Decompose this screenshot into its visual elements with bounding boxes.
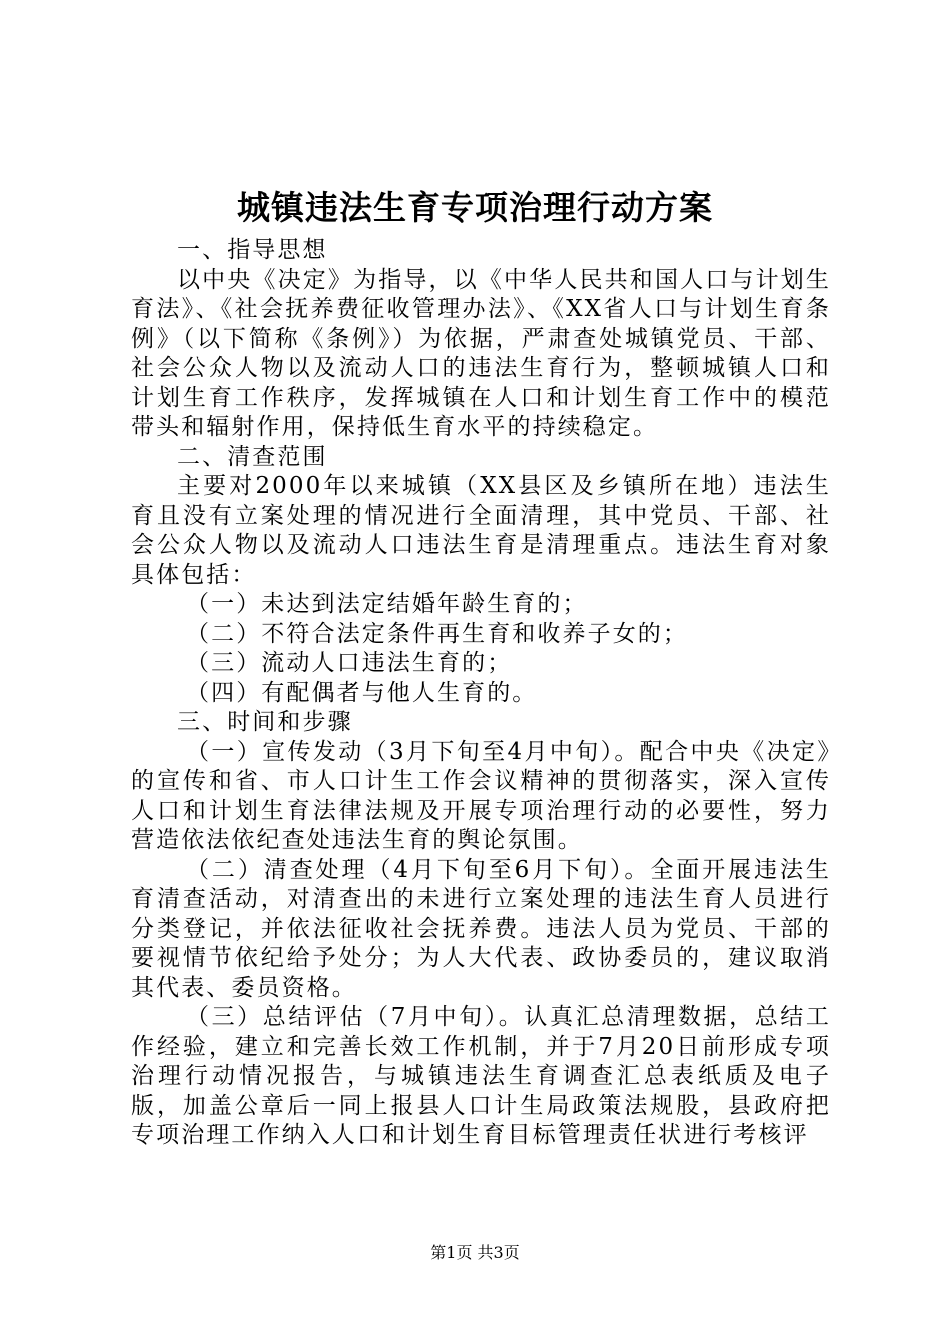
list-item: （二）不符合法定条件再生育和收养子女的； (186, 620, 688, 647)
list-item: （四）有配偶者与他人生育的。 (186, 679, 538, 706)
paragraph-scope: 主要对2000年以来城镇（XX县区及乡镇所在地）违法生育且没有立案处理的情况进行全面清理，其中党员、干部、社会公众人物以及流动人口违法生育是清理重点。违法生育对象具体包括： (131, 473, 831, 588)
paragraph-guiding-ideology: 以中央《决定》为指导，以《中华人民共和国人口与计划生育法》、《社会抚养费征收管理办法》、《XX省人口与计划生育条例》（以下简称《条例》）为依据，严肃查处城镇党员、干部、社会公众人物以及流动人口的违法生育行为，整顿城镇人口和计划生育工作秩序，发挥城镇在人口和计划生育工作中的模范带头和辐射作用，保持低生育水平的持续稳定。 (131, 266, 831, 440)
paragraph-step-investigation: （二）清查处理（4月下旬至6月下旬）。全面开展违法生育清查活动，对清查出的未进行立案处理的违法生育人员进行分类登记，并依法征收社会抚养费。违法人员为党员、干部的要视情节依纪给予处分；为人大代表、政协委员的，建议取消其代表、委员资格。 (131, 856, 831, 1001)
paragraph-step-summary: （三）总结评估（7月中旬）。认真汇总清理数据，总结工作经验，建立和完善长效工作机制，并于7月20日前形成专项治理行动情况报告，与城镇违法生育调查汇总表纸质及电子版，加盖公章后一同上报县人口计生局政策法规股，县政府把专项治理工作纳入人口和计划生育目标管理责任状进行考核评 (131, 1004, 831, 1148)
document-title: 城镇违法生育专项治理行动方案 (237, 188, 713, 227)
paragraph-step-publicity: （一）宣传发动（3月下旬至4月中旬）。配合中央《决定》的宣传和省、市人口计生工作会议精神的贯彻落实，深入宣传人口和计划生育法律法规及开展专项治理行动的必要性，努力营造依法依纪查处违法生育的舆论氛围。 (131, 738, 831, 853)
list-item: （一）未达到法定结婚年龄生育的； (186, 591, 588, 617)
list-item: （三）流动人口违法生育的； (186, 650, 513, 676)
section-heading-time-steps: 三、时间和步骤 (177, 709, 353, 735)
section-heading-scope: 二、清查范围 (177, 443, 328, 470)
section-heading-guiding-ideology: 一、指导思想 (177, 237, 328, 263)
page-number-footer: 第1页 共3页 (430, 1243, 520, 1262)
document-body (131, 236, 831, 1151)
